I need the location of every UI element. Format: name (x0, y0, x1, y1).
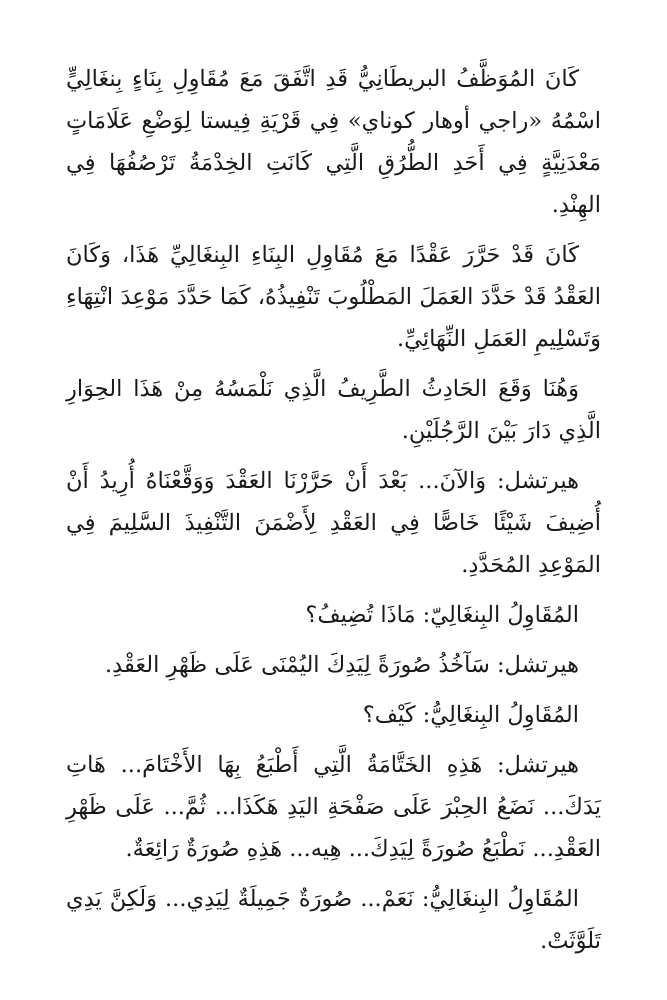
dialogue-contractor-2: المُقَاوِلُ البِنغَالِيُّ: كَيْف؟ (362, 702, 579, 728)
paragraph-contract: كَانَ قَدْ حَرَّرَ عَقْدًا مَعَ مُقَاوِلِ البِنَاءِ البِنغَالِيِّ هَذَا، وَكَانَ العَقْدُ قَدْ حَدَّدَ العَمَلَ المَطْلُوبَ تَنْفِيذُهُ، كَمَا حَدَّدَ مَوْعِدَ انْتِهَاءِ وَتَسْلِيمِ العَمَلِ النِّهَائِيِّ. (66, 242, 601, 352)
dialogue-contractor-1: المُقَاوِلُ البِنغَالِيّ: مَاذَا تُضِيفُ؟ (305, 602, 579, 628)
paragraph-intro: كَانَ المُوَظَّفُ البريطَانِيُّ قَدِ اتَّفَقَ مَعَ مُقَاوِلِ بِنَاءٍ بِنغَالِيٍّ اسْمُهُ «راجي أوهار كوناي» فِي قَرْيَةِ فِيستا لِوَضْعِ عَلَامَاتٍ مَعْدَنِيَّةٍ فِي أَحَدِ الطُّرُقِ الَّتِي كَانَتِ الخِدْمَةُ تَرْصُفُهَا فِي الهِنْدِ. (66, 66, 601, 218)
paragraph-incident: وَهُنَا وَقَعَ الحَادِثُ الطَّرِيفُ الَّذِي نَلْمَسُهُ مِنْ هَذَا الحِوَارِ الَّذِي دَارَ بَيْنَ الرَّجُلَيْنِ. (66, 376, 601, 444)
dialogue-contractor-3: المُقَاوِلُ البِنغَالِيُّ: نَعَمْ... صُورَةٌ جَمِيلَةٌ لِيَدِي... وَلَكِنَّ يَدِي تَلَوَّثَتْ. (66, 886, 601, 954)
dialogue-herschel-2: هيرتشل: سَآخُذُ صُورَةً لِيَدِكَ اليُمْنَى عَلَى ظَهْرِ العَقْدِ. (105, 652, 579, 678)
dialogue-herschel-1: هيرتشل: وَالآنَ... بَعْدَ أَنْ حَرَّرْنَا العَقْدَ وَوَقَّعْنَاهُ أُرِيدُ أَنْ أُضِيفَ شَيْئًا خَاصًّا فِي العَقْدِ لِأَضْمَنَ التَّنْفِيذَ السَّلِيمَ فِي المَوْعِدِ المُحَدَّدِ. (66, 468, 601, 578)
dialogue-herschel-3: هيرتشل: هَذِهِ الخَتَّامَةُ الَّتِي أَطْبَعُ بِهَا الأَخْتَامَ... هَاتِ يَدَكَ... نَضَعُ الحِبْرَ عَلَى صَفْحَةِ اليَدِ هَكَذَا... ثُمَّ... عَلَى ظَهْرِ العَقْدِ... نَطْبَعُ صُورَةً لِيَدِكَ... هِيه... هَذِهِ صُورَةٌ رَائِعَةٌ. (66, 752, 601, 862)
